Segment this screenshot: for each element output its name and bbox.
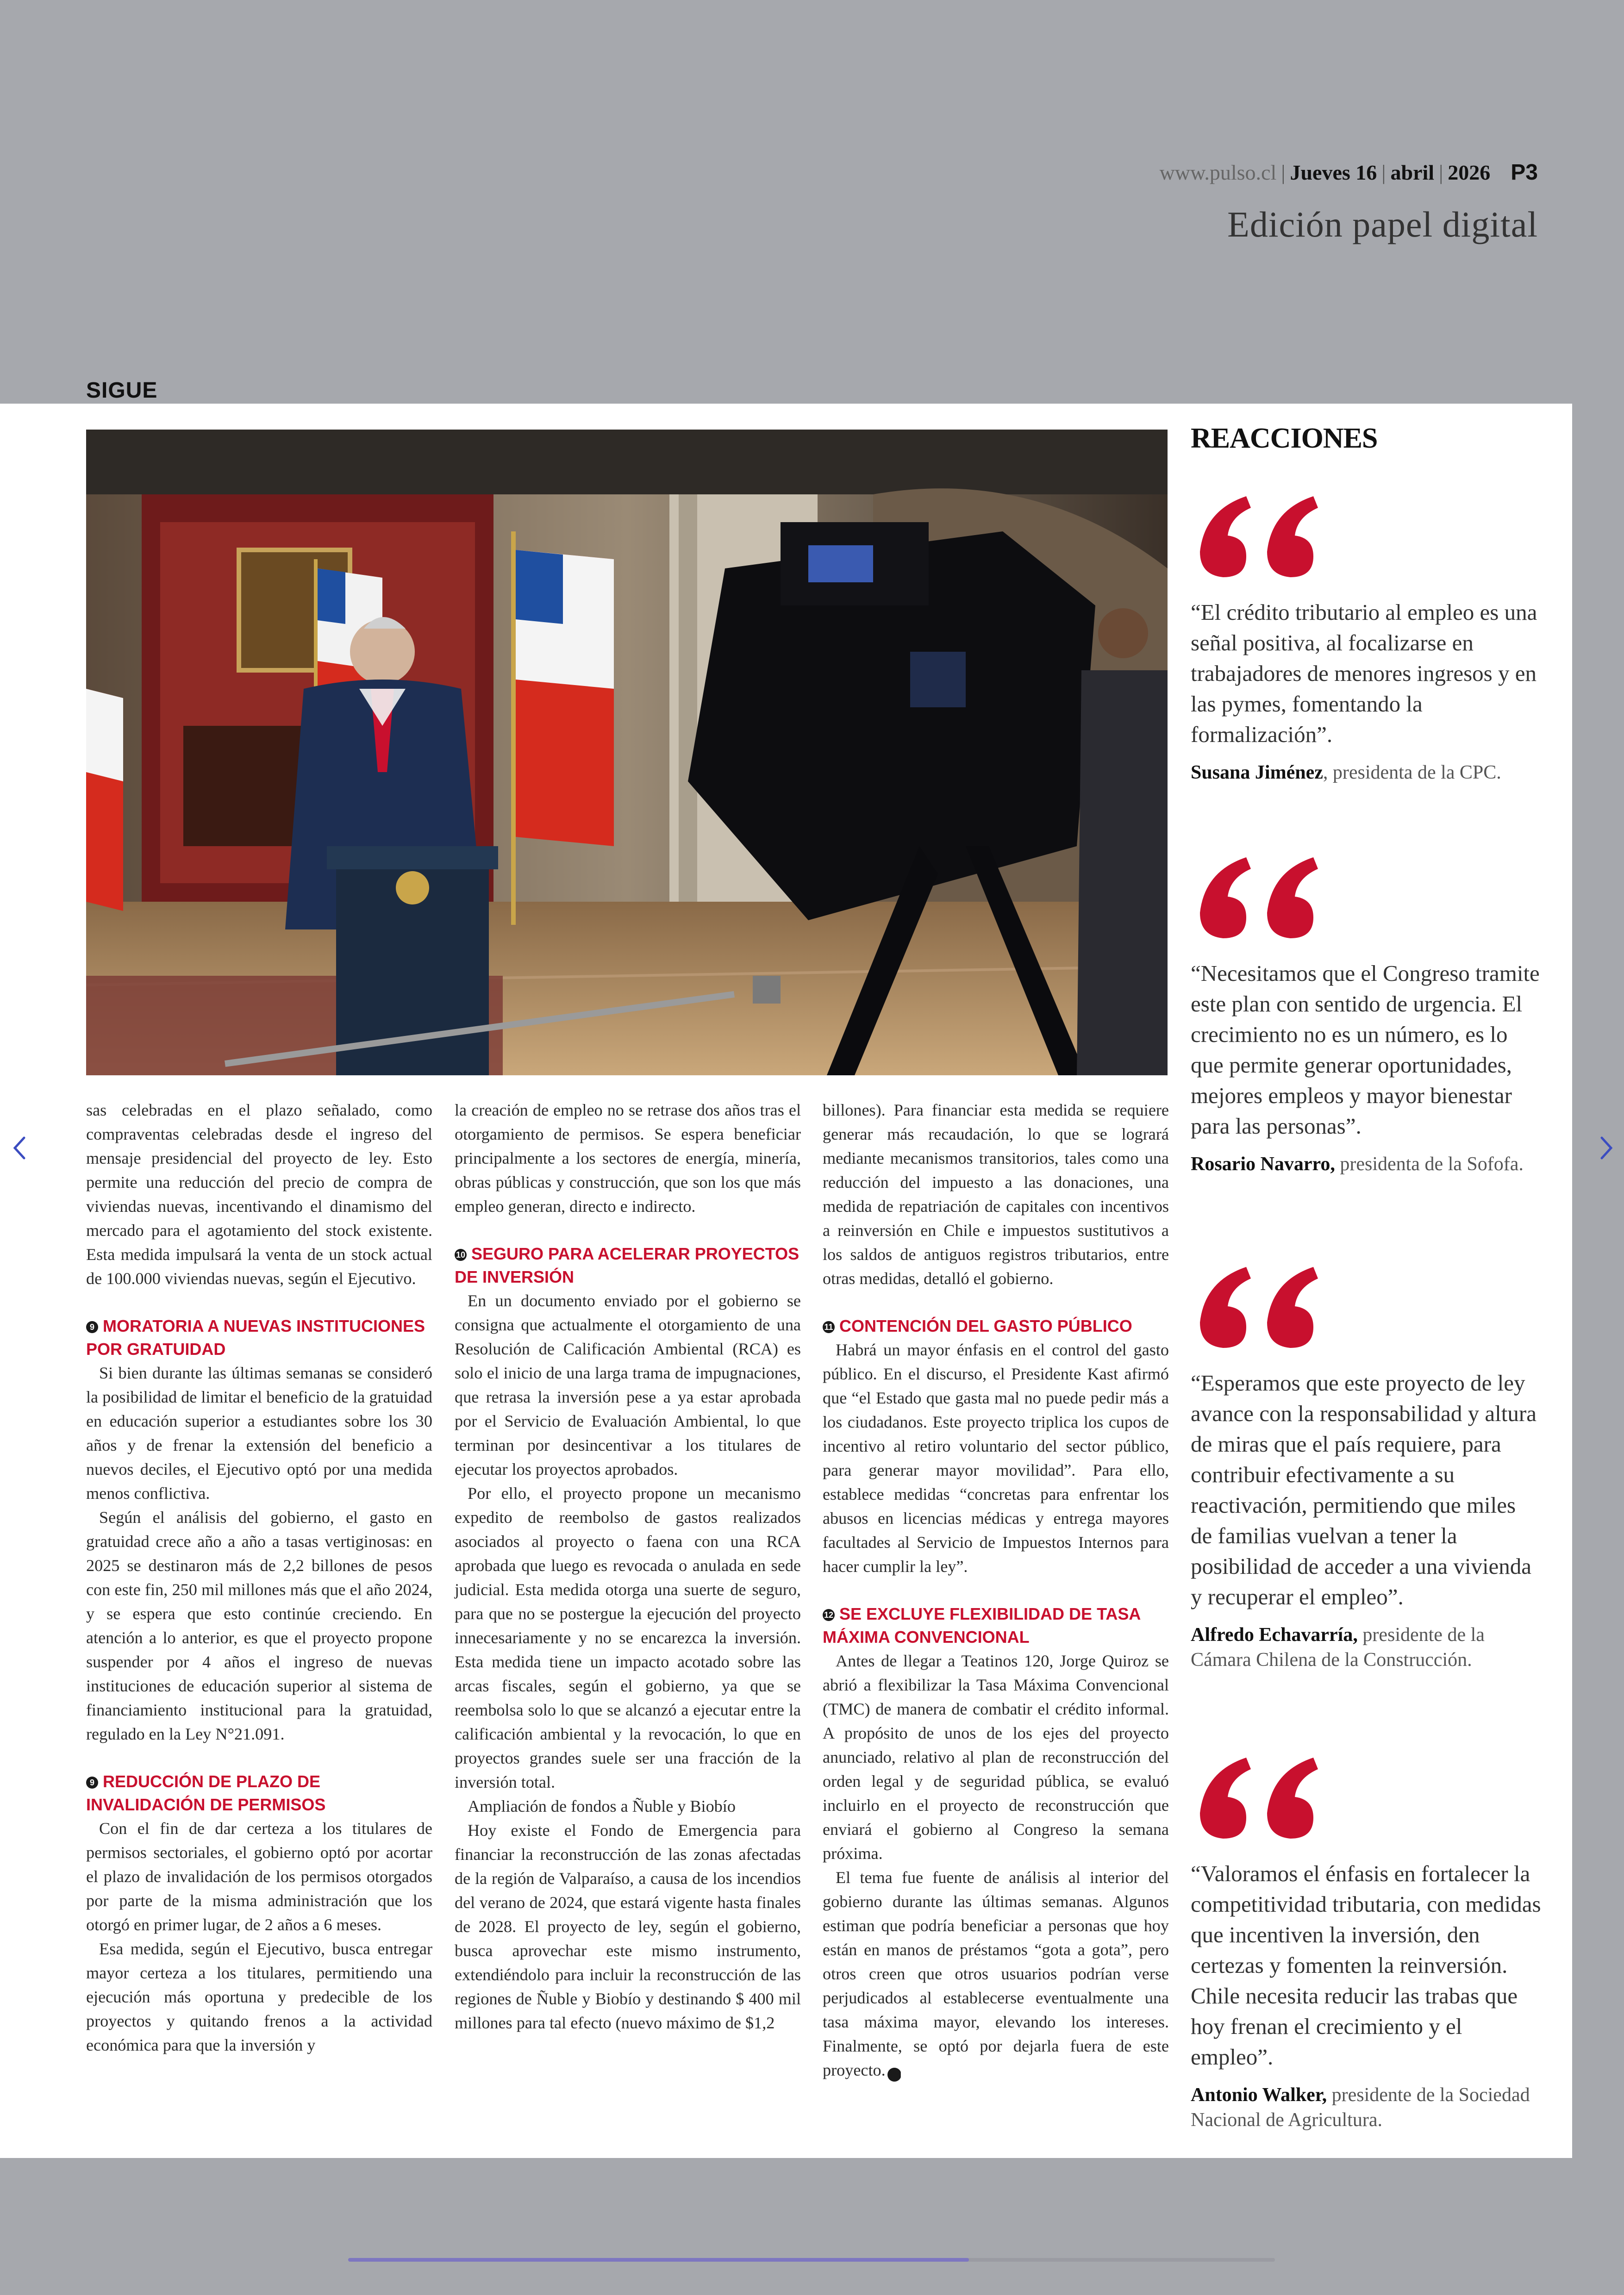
issue-day: Jueves 16 (1290, 161, 1377, 184)
reaction-name: Alfredo Echavarría, (1191, 1624, 1358, 1646)
reaction-name: Rosario Navarro, (1191, 1154, 1335, 1175)
reaction-role: presidente de la Cámara Chilena de la Construcción. (1191, 1624, 1485, 1671)
paragraph: billones). Para financiar esta medida se requiere generar más recaudación, lo que se logrará mediante mecanismos transitorios, tales como una reducción del impuesto a las donaciones, una medida de repatriación de capitales con incentivos a reinversión en Chile e impuestos sustitutivos a los saldos de antiguos registros tributarios, entre otras medidas, detalló el gobierno. (823, 1101, 1169, 1288)
reaction-attribution (1191, 2083, 1543, 2133)
chevron-right-icon (1597, 1134, 1616, 1162)
quote-mark-icon (1191, 1253, 1320, 1355)
subheading-text: CONTENCIÓN DEL GASTO PÚBLICO (839, 1316, 1132, 1335)
reaction-item (1191, 1744, 1543, 2133)
paragraph: Esa medida, según el Ejecutivo, busca entregar mayor certeza a los titulares, permitiendo una ejecución más oportuna y predecible de los proyectos y quitando frenos a la actividad económica para que la inversión y (86, 1940, 432, 2054)
separator: | (1439, 161, 1443, 184)
separator: | (1381, 161, 1386, 184)
masthead (1160, 160, 1538, 185)
reaction-role: presidente de la Sociedad Nacional de Agricultura. (1191, 2084, 1530, 2131)
reaction-role: presidenta de la Sofofa. (1335, 1154, 1524, 1175)
subheading-text: SEGURO PARA ACELERAR PROYECTOS DE INVERSIÓN (455, 1244, 800, 1286)
issue-year: 2026 (1448, 161, 1491, 184)
quote-mark-icon (1191, 482, 1320, 584)
prev-page-button[interactable] (6, 1129, 33, 1166)
subheading (823, 1315, 1169, 1338)
reactions-title: REACCIONES (1191, 423, 1378, 454)
reaction-quote: “Valoramos el énfasis en fortalecer la competitividad tributaria, con medidas que incentiven la inversión, den certezas y fomenten la reinversión. Chile necesita reducir las trabas que hoy frenan el crecimiento y el empleo”. (1191, 1861, 1541, 2070)
number-badge: 11 (823, 1321, 835, 1333)
article-photo (86, 430, 1168, 1075)
reaction-item (1191, 482, 1543, 785)
quote-mark-icon (1191, 1744, 1320, 1846)
reaction-item (1191, 843, 1543, 1177)
reaction-attribution (1191, 1152, 1543, 1177)
reaction-role: , presidenta de la CPC. (1323, 762, 1501, 783)
separator: | (1281, 161, 1286, 184)
edition-title: Edición papel digital (1227, 204, 1538, 244)
reader-scrollbar-thumb[interactable] (348, 2258, 969, 2262)
reaction-quote: “El crédito tributario al empleo es una señal positiva, al focalizarse en trabajadores de menores ingresos y en las pymes, fomentando la formalización”. (1191, 599, 1537, 747)
paragraph: la creación de empleo no se retrase dos años tras el otorgamiento de permisos. Se espera beneficiar principalmente a los sectores de energía, minería, obras públicas y construcción, que son los que más empleo generan, directo e indirecto. (455, 1101, 801, 1216)
number-badge: 9 (86, 1321, 98, 1333)
chevron-left-icon (10, 1134, 29, 1162)
subheading-text: SE EXCLUYE FLEXIBILIDAD DE TASA MÁXIMA CONVENCIONAL (823, 1604, 1141, 1646)
section-tag: SIGUE (86, 378, 158, 403)
reactions-sidebar (1191, 422, 1543, 2131)
newspaper-page (0, 404, 1572, 2158)
article-column-1 (86, 1098, 432, 2057)
page-number: P3 (1511, 160, 1538, 185)
reaction-item (1191, 1253, 1543, 1672)
paragraph: Hoy existe el Fondo de Emergencia para financiar la reconstrucción de las zonas afectadas de la región de Valparaíso, a causa de los incendios del verano de 2024, que estará vigente hasta finales de 2028. El proyecto de ley, según el gobierno, busca aprovechar este mismo instrumento, extendiéndolo para incluir la reconstrucción de las regiones de Ñuble y Biobío y destinando $ 400 mil millones para tal efecto (nuevo máximo de $1,2 (455, 1821, 801, 2032)
site-url[interactable]: www.pulso.cl (1159, 161, 1277, 184)
reaction-name: Susana Jiménez (1191, 762, 1323, 783)
reaction-attribution (1191, 760, 1543, 785)
reaction-name: Antonio Walker, (1191, 2084, 1327, 2106)
paragraph: Según el análisis del gobierno, el gasto en gratuidad crece año a año a tasas vertiginosas: en 2025 se destinaron más de 2,2 billones de pesos con este fin, 250 mil millones más que el año 2024, y se espera que esto continúe creciendo. En atención a lo anterior, es que el proyecto propone suspender por 4 años el ingreso de nuevas instituciones de educación superior al sistema de financiamiento institucional para la gratuidad, regulado en la Ley N°21.091. (86, 1508, 432, 1743)
subheading (455, 1242, 801, 1289)
reaction-quote: “Necesitamos que el Congreso tramite este plan con sentido de urgencia. El crecimiento no es un número, es lo que permite generar oportunidades, mejores empleos y mayor bienestar para las personas”. (1191, 960, 1540, 1139)
paragraph: En un documento enviado por el gobierno se consigna que actualmente el otorgamiento de una Resolución de Calificación Ambiental (RCA) es solo el inicio de una larga trama de impugnaciones, que retrasa la inversión pese a ya estar aprobada por el Servicio de Evaluación Ambiental, lo que terminan por desincentivar a los titulares de ejecutar los proyectos aprobados. (455, 1291, 801, 1478)
number-badge: 10 (455, 1249, 467, 1261)
photo-presidential-address (86, 430, 1168, 1075)
issue-month: abril (1390, 161, 1435, 184)
paragraph: Habrá un mayor énfasis en el control del gasto público. En el discurso, el Presidente Kast afirmó que “el Estado que gasta mal no puede pedir más a los ciudadanos. Este proyecto triplica los cupos de incentivo al retiro voluntario del sector público, para generar mayor movilidad”. Para ello, establece medidas “concretas para enfrentar los abusos en licencias médicas y entrega mayores facultades al Servicio de Impuestos Internos para hacer cumplir la ley”. (823, 1341, 1169, 1576)
paragraph: sas celebradas en el plazo señalado, como compraventas celebradas desde el ingreso del mensaje presidencial del proyecto de ley. Esto permite una reducción del precio de compra de viviendas nuevas, incentivando el dinamismo del mercado para el agotamiento del stock existente. Esta medida impulsará la venta de un stock actual de 100.000 viviendas nuevas, según el Ejecutivo. (86, 1101, 432, 1288)
end-mark-icon: P (887, 2068, 901, 2082)
number-badge: 12 (823, 1609, 835, 1621)
quote-mark-icon (1191, 843, 1320, 945)
paragraph: Con el fin de dar certeza a los titulares de permisos sectoriales, el gobierno optó por acortar el plazo de invalidación de los permisos otorgados por parte de la misma administración que los otorgó en primer lugar, de 2 años a 6 meses. (86, 1819, 432, 1934)
paragraph (823, 1865, 1169, 2082)
paragraph-subhead: Ampliación de fondos a Ñuble y Biobío (468, 1797, 736, 1815)
subheading-text: REDUCCIÓN DE PLAZO DE INVALIDACIÓN DE PERMISOS (86, 1772, 326, 1814)
article-column-2 (455, 1098, 801, 2035)
subheading (86, 1770, 432, 1816)
subheading (823, 1603, 1169, 1649)
next-page-button[interactable] (1593, 1129, 1620, 1166)
reader-scrollbar[interactable] (348, 2258, 1275, 2262)
subheading (86, 1315, 432, 1361)
article-column-3 (823, 1098, 1169, 2082)
number-badge: 9 (86, 1777, 98, 1789)
paragraph: Antes de llegar a Teatinos 120, Jorge Quiroz se abrió a flexibilizar la Tasa Máxima Convencional (TMC) de manera de combatir el crédito informal. A propósito de unos de los ejes del proyecto anunciado, relativo al plan de reconstrucción del orden legal y de seguridad pública, se evaluó incluirlo en el proyecto de reconstrucción que enviará el gobierno al Congreso la semana próxima. (823, 1652, 1169, 1863)
subheading-text: MORATORIA A NUEVAS INSTITUCIONES POR GRATUIDAD (86, 1316, 425, 1359)
paragraph: Por ello, el proyecto propone un mecanismo expedito de reembolso de gastos realizados asociados al proyecto o faena con una RCA aprobada que luego es revocada o anulada en sede judicial. Esta medida otorga una suerte de seguro, para que no se postergue la ejecución del proyecto innecesariamente y no se encarezca la inversión. Esta medida tiene un impacto acotado sobre las arcas fiscales, según el gobierno, ya que se reembolsa solo lo que se alcanzó a ejecutar entre la calificación ambiental y la revocación, lo que en proyectos grandes suele ser una fracción de la inversión total. (455, 1484, 801, 1791)
reaction-quote: “Esperamos que este proyecto de ley avance con la responsabilidad y altura de miras que el país requiere, para contribuir efectivamente a su reactivación, permitiendo que miles de familias vuelvan a tener la posibilidad de acceder a una vivienda y recuperar el empleo”. (1191, 1370, 1537, 1609)
reaction-attribution (1191, 1622, 1543, 1672)
paragraph: Si bien durante las últimas semanas se consideró la posibilidad de limitar el beneficio de la gratuidad en educación superior a estudiantes sobre los 30 años y de frenar la extensión del beneficio a nuevos deciles, el Ejecutivo optó por una medida menos conflictiva. (86, 1364, 432, 1503)
paragraph-text: El tema fue fuente de análisis al interior del gobierno durante las últimas semanas. Algunos estiman que podría beneficiar a personas que hoy están en manos de préstamos “gota a gota”, pero otros creen que otros usuarios podrían verse perjudicados al establecerse eventualmente una tasa máxima mayor, elevando los intereses. Finalmente, se optó por dejarla fuera de este proyecto. (823, 1868, 1169, 2079)
